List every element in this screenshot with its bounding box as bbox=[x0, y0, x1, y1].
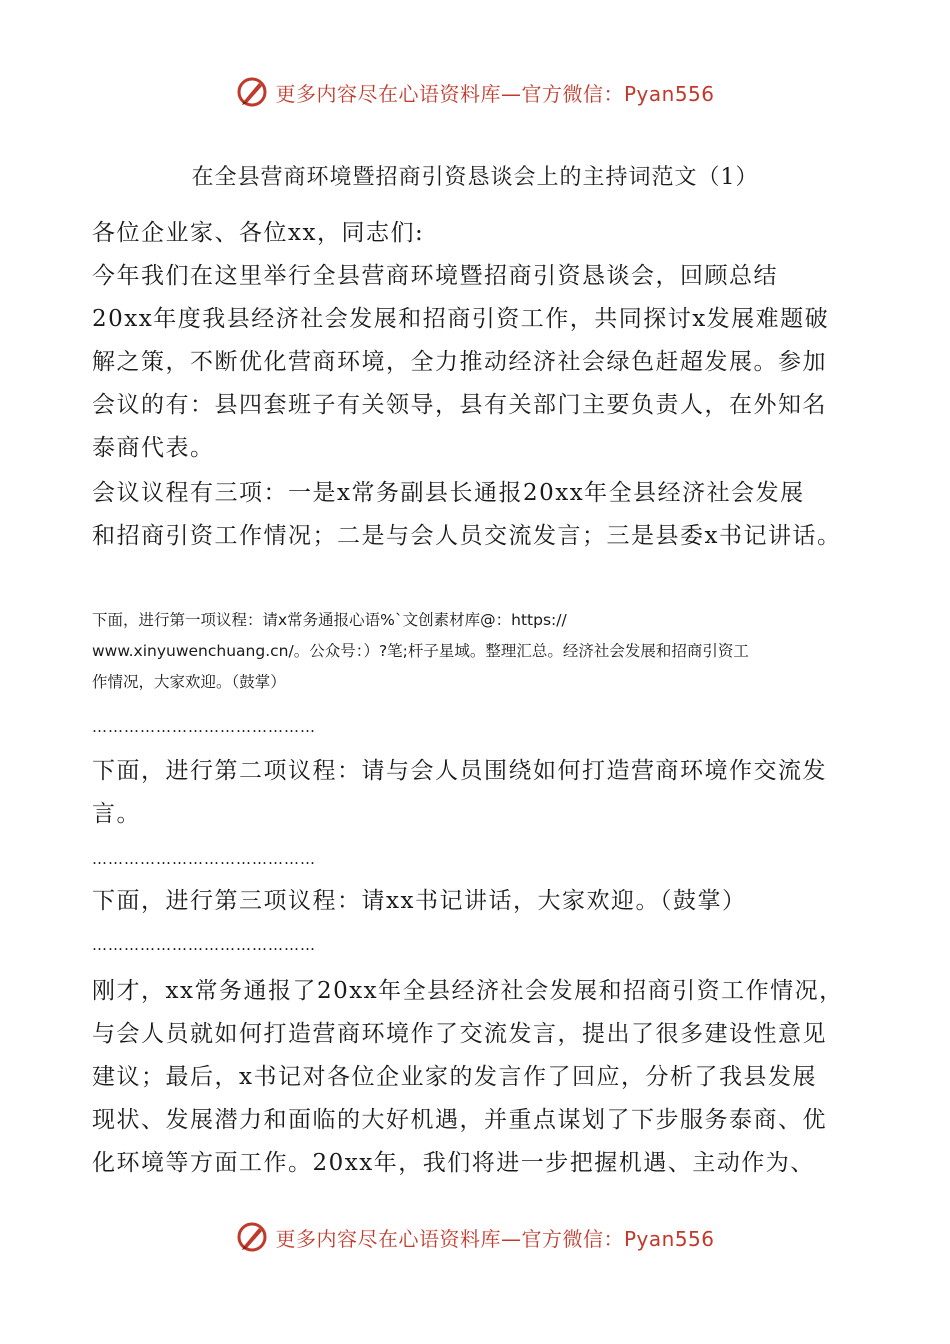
item1-line: 作情况，大家欢迎。（鼓掌） bbox=[92, 673, 286, 691]
summary-line: 现状、发展潜力和面临的大好机遇，并重点谋划了下步服务泰商、优 bbox=[92, 1107, 827, 1133]
footer-banner bbox=[0, 1215, 950, 1259]
greeting: 各位企业家、各位xx，同志们: bbox=[92, 220, 425, 246]
banner-text: 更多内容尽在心语资料库—官方微信：Pyan556 bbox=[275, 1226, 715, 1251]
agenda-item-3: 下面，进行第三项议程：请xx书记讲话，大家欢迎。（鼓掌） bbox=[92, 888, 747, 914]
banner-text: 更多内容尽在心语资料库—官方微信：Pyan556 bbox=[275, 81, 715, 106]
ellipsis-divider: …………………………………… bbox=[92, 718, 316, 736]
summary-line: 刚才，xx常务通报了20xx年全县经济社会发展和招商引资工作情况， bbox=[92, 978, 844, 1004]
intro-line: 20xx年度我县经济社会发展和招商引资工作，共同探讨x发展难题破 bbox=[92, 306, 830, 332]
agenda-paragraph bbox=[92, 472, 872, 558]
wechat-id: Pyan556 bbox=[623, 81, 715, 106]
agenda-line: 会议议程有三项：一是x常务副县长通报20xx年全县经济社会发展 bbox=[92, 480, 805, 506]
header-banner bbox=[0, 70, 950, 114]
item1-line: www.xinyuwenchuang.cn/。公众号：）?笔;杆子星域。整理汇总。经济社会发展和招商引资工 bbox=[92, 642, 749, 660]
pen-logo-icon bbox=[235, 1220, 269, 1254]
item1-line: 下面，进行第一项议程：请x常务通报心语%`文创素材库@：https:// bbox=[92, 611, 567, 629]
agenda-line: 和招商引资工作情况；二是与会人员交流发言；三是县委x书记讲话。 bbox=[92, 523, 842, 549]
summary-line: 与会人员就如何打造营商环境作了交流发言，提出了很多建设性意见 bbox=[92, 1021, 827, 1047]
ellipsis-divider: …………………………………… bbox=[92, 936, 316, 954]
summary-line: 建议；最后，x书记对各位企业家的发言作了回应，分析了我县发展 bbox=[92, 1064, 817, 1090]
agenda-item-1 bbox=[92, 605, 862, 698]
pen-logo-icon bbox=[235, 75, 269, 109]
intro-line: 今年我们在这里举行全县营商环境暨招商引资恳谈会，回顾总结 bbox=[92, 263, 778, 289]
summary-line: 化环境等方面工作。20xx年，我们将进一步把握机遇、主动作为、 bbox=[92, 1150, 815, 1176]
intro-line: 解之策，不断优化营商环境，全力推动经济社会绿色赶超发展。参加 bbox=[92, 349, 827, 375]
ellipsis-divider: …………………………………… bbox=[92, 850, 316, 868]
intro-line: 泰商代表。 bbox=[92, 435, 215, 461]
intro-line: 会议的有：县四套班子有关领导，县有关部门主要负责人，在外知名 bbox=[92, 392, 827, 418]
intro-paragraph bbox=[92, 255, 872, 470]
document-title: 在全县营商环境暨招商引资恳谈会上的主持词范文（1） bbox=[191, 165, 759, 190]
wechat-id: Pyan556 bbox=[623, 1226, 715, 1251]
summary-paragraph bbox=[92, 970, 872, 1185]
item2-line: 下面，进行第二项议程：请与会人员围绕如何打造营商环境作交流发 bbox=[92, 758, 827, 784]
item2-line: 言。 bbox=[92, 801, 141, 827]
agenda-item-2 bbox=[92, 750, 872, 836]
